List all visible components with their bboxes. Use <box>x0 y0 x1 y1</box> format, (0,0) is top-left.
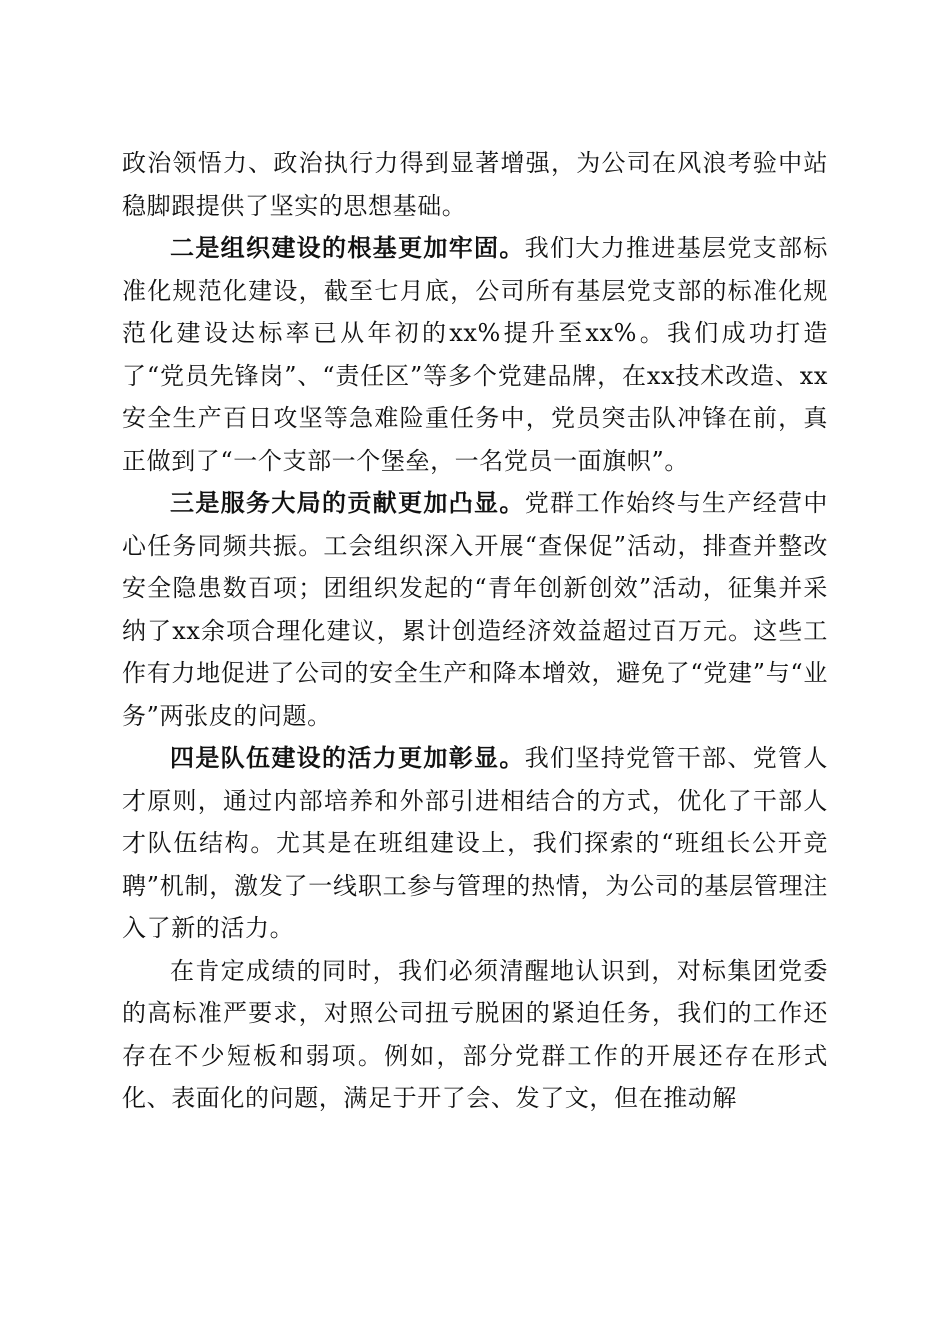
paragraph-shortcomings <box>122 950 828 1120</box>
document-body <box>122 142 828 1120</box>
paragraph-text: 我们大力推进基层党支部标准化规范化建设，截至七月底，公司所有基层党支部的标准化规范化建设达标率已从年初的xx%提升至xx%。我们成功打造了“党员先锋岗”、“责任区”等多个党建品牌，在xx技术改造、xx安全生产百日攻坚等急难险重任务中，党员突击队冲锋在前，真正做到了“一个支部一个堡垒，一名党员一面旗帜”。 <box>122 234 828 475</box>
paragraph-text: 我们坚持党管干部、党管人才原则，通过内部培养和外部引进相结合的方式，优化了干部人才队伍结构。尤其是在班组建设上，我们探索的“班组长公开竞聘”机制，激发了一线职工参与管理的热情，为公司的基层管理注入了新的活力。 <box>122 744 828 942</box>
paragraph-lead: 四是队伍建设的活力更加彰显。 <box>170 743 525 772</box>
paragraph-lead: 三是服务大局的贡献更加凸显。 <box>170 488 525 517</box>
paragraph-continued <box>122 142 828 227</box>
paragraph-text: 在肯定成绩的同时，我们必须清醒地认识到，对标集团党委的高标准严要求，对照公司扭亏脱困的紧迫任务，我们的工作还存在不少短板和弱项。例如，部分党群工作的开展还存在形式化、表面化的问题，满足于开了会、发了文，但在推动解 <box>122 956 828 1112</box>
paragraph-lead: 二是组织建设的根基更加牢固。 <box>170 233 525 262</box>
paragraph-text: 政治领悟力、政治执行力得到显著增强，为公司在风浪考验中站稳脚跟提供了坚实的思想基础。 <box>122 149 828 220</box>
paragraph-text: 党群工作始终与生产经营中心任务同频共振。工会组织深入开展“查保促”活动，排查并整改安全隐患数百项；团组织发起的“青年创新创效”活动，征集并采纳了xx余项合理化建议，累计创造经济效益超过百万元。这些工作有力地促进了公司的安全生产和降本增效，避免了“党建”与“业务”两张皮的问题。 <box>122 489 828 730</box>
paragraph-organization <box>122 227 828 482</box>
paragraph-team <box>122 737 828 950</box>
paragraph-service <box>122 482 828 737</box>
